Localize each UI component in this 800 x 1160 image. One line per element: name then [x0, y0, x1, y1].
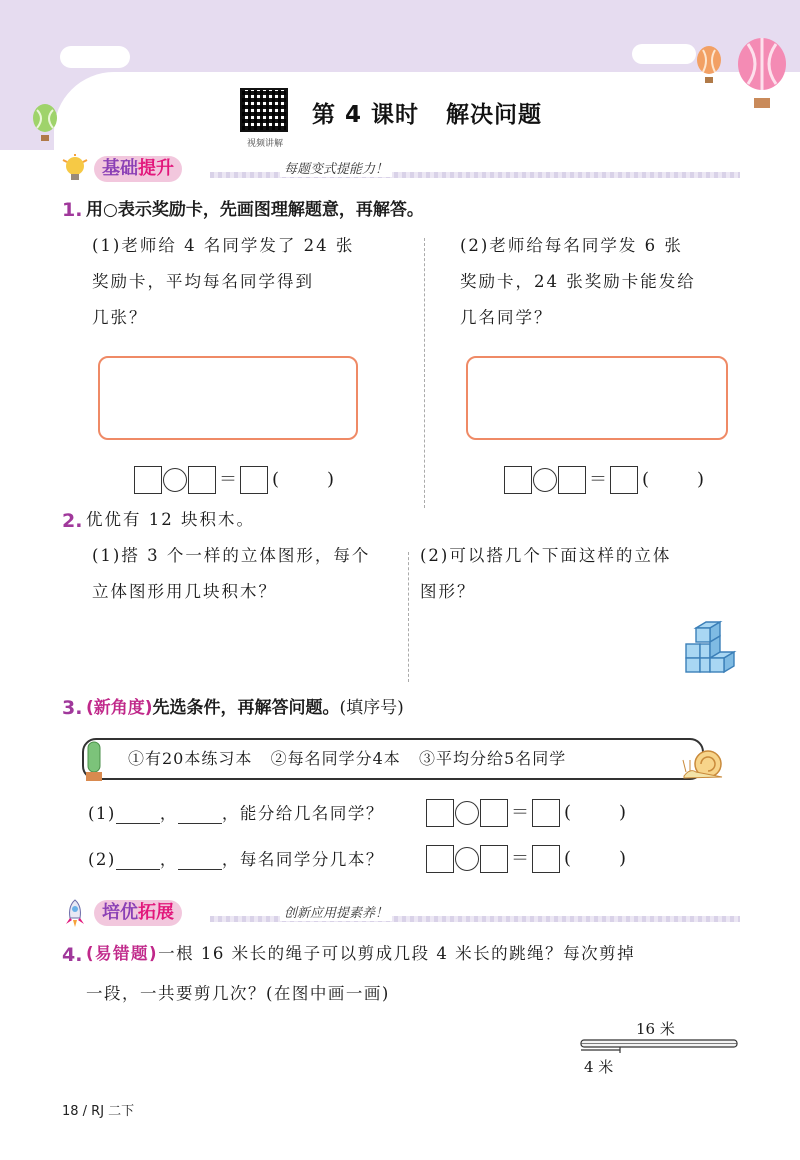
q1-sub2-drawing-area[interactable]	[466, 356, 728, 440]
q2-sub1-line: (1)搭 3 个一样的立体图形，每个	[92, 546, 371, 565]
q3-sub2-formula	[426, 843, 626, 873]
q4-line2: 一段，一共要剪几次？(在图中画一画)	[86, 984, 390, 1003]
answer-square[interactable]	[532, 845, 560, 873]
operator-circle[interactable]	[455, 847, 479, 871]
answer-square[interactable]	[426, 845, 454, 873]
balloon-green-icon	[30, 104, 60, 144]
unit-paren-close: )	[697, 468, 705, 490]
q1-sub2-formula	[504, 464, 704, 494]
q3-line	[86, 698, 404, 718]
q1-sub2-line: 奖励卡，24 张奖励卡能发给	[460, 272, 696, 291]
answer-square[interactable]	[532, 799, 560, 827]
q4-line1	[86, 936, 635, 972]
q2-sub1-text	[92, 538, 370, 610]
unit-paren-close: )	[327, 468, 335, 490]
equals-sign: ＝	[511, 847, 529, 869]
q1-sub1-line: 几张？	[92, 308, 148, 327]
rope-total-label: 16 米	[636, 1020, 675, 1038]
section-banner-basic	[60, 154, 740, 184]
answer-square[interactable]	[558, 466, 586, 494]
unit-paren-open: (	[564, 801, 572, 823]
q1-sub1-line: (1)老师给 4 名同学发了 24 张	[92, 236, 355, 255]
q3-number: 3.	[62, 697, 83, 719]
rope-line[interactable]	[580, 1036, 740, 1056]
q3-hint: (填序号)	[339, 698, 404, 718]
condition-blank[interactable]	[178, 852, 222, 870]
snail-icon	[680, 746, 726, 780]
q2-sub2-line: 图形？	[420, 582, 476, 601]
banner-note: 每题变式提能力！	[280, 158, 392, 177]
cloud-right	[632, 44, 696, 64]
balloon-pink-icon	[734, 38, 790, 110]
unit-paren-open: (	[564, 847, 572, 869]
qr-caption: 视频讲解	[246, 139, 283, 149]
banner-title-part-b: 提升	[138, 158, 174, 179]
answer-square[interactable]	[134, 466, 162, 494]
q3-sub1	[88, 800, 384, 824]
condition-blank[interactable]	[116, 806, 160, 824]
q3-sub2-prefix: (2)	[88, 850, 116, 869]
q1-sub2-text	[460, 228, 696, 336]
answer-square[interactable]	[480, 799, 508, 827]
q4-tag: (易错题)	[86, 944, 159, 963]
q2-sub1-line: 立体图形用几块积木？	[92, 582, 277, 601]
rope-piece-label: 4 米	[584, 1058, 614, 1076]
unit-paren-close: )	[619, 847, 627, 869]
q1-sub1-drawing-area[interactable]	[98, 356, 358, 440]
q2-sub2-text	[420, 538, 671, 610]
q2-sub2-line: (2)可以搭几个下面这样的立体	[420, 546, 672, 565]
lesson-title: 第 4 课时 解决问题	[312, 102, 543, 128]
section-banner-advanced	[60, 898, 740, 928]
q3-sub1-prefix: (1)	[88, 804, 116, 823]
cloud-left	[60, 46, 130, 68]
banner-title	[94, 900, 182, 926]
q3-comma: ，	[159, 804, 178, 823]
q4-number: 4.	[62, 944, 83, 966]
page-footer: 18 / RJ 二下	[62, 1104, 135, 1119]
equals-sign: ＝	[219, 468, 237, 490]
equals-sign: ＝	[589, 468, 607, 490]
banner-title-part-a: 基础	[102, 158, 138, 179]
q2-text: 优优有 12 块积木。	[86, 510, 255, 529]
q1-text: 用○表示奖励卡，先画图理解题意，再解答。	[86, 200, 424, 220]
q1-divider	[424, 238, 425, 508]
unit-paren-open: (	[642, 468, 650, 490]
q3-conditions: ①有20本练习本 ②每名同学分4本 ③平均分给5名同学	[128, 749, 567, 768]
banner-title-part-b: 拓展	[138, 902, 174, 923]
q3-sub2-suffix: ，每名同学分几本？	[221, 850, 384, 869]
banner-title-part-a: 培优	[102, 902, 138, 923]
answer-square[interactable]	[504, 466, 532, 494]
condition-blank[interactable]	[178, 806, 222, 824]
cactus-icon	[80, 740, 108, 782]
q3-sub2	[88, 846, 384, 870]
rope-diagram	[580, 1018, 740, 1078]
banner-note: 创新应用提素养！	[280, 902, 392, 921]
q2-number: 2.	[62, 510, 83, 532]
balloon-orange-icon	[694, 46, 724, 86]
q1-number: 1.	[62, 199, 83, 221]
q3-tag: (新角度)	[86, 698, 153, 718]
q1-sub1-formula	[134, 464, 334, 494]
operator-circle[interactable]	[533, 468, 557, 492]
unit-paren-open: (	[272, 468, 280, 490]
q3-sub1-suffix: ，能分给几名同学？	[221, 804, 384, 823]
cube-figure-icon	[682, 620, 742, 682]
q3-text: 先选条件，再解答问题。	[152, 698, 340, 718]
q1-sub1-line: 奖励卡，平均每名同学得到	[92, 272, 314, 291]
answer-square[interactable]	[188, 466, 216, 494]
answer-square[interactable]	[240, 466, 268, 494]
answer-square[interactable]	[426, 799, 454, 827]
lightbulb-icon	[60, 154, 90, 184]
operator-circle[interactable]	[163, 468, 187, 492]
qr-code-icon[interactable]	[240, 88, 288, 132]
unit-paren-close: )	[619, 801, 627, 823]
answer-square[interactable]	[610, 466, 638, 494]
q1-sub1-text	[92, 228, 354, 336]
banner-title	[94, 156, 182, 182]
operator-circle[interactable]	[455, 801, 479, 825]
q3-sub1-formula	[426, 797, 626, 827]
condition-blank[interactable]	[116, 852, 160, 870]
equals-sign: ＝	[511, 801, 529, 823]
q1-sub2-line: (2)老师给每名同学发 6 张	[460, 236, 683, 255]
rocket-icon	[60, 898, 90, 928]
answer-square[interactable]	[480, 845, 508, 873]
q4-line1-text: 一根 16 米长的绳子可以剪成几段 4 米长的跳绳？每次剪掉	[158, 944, 636, 963]
q1-sub2-line: 几名同学？	[460, 308, 553, 327]
q2-divider	[408, 552, 409, 682]
q3-comma: ，	[159, 850, 178, 869]
